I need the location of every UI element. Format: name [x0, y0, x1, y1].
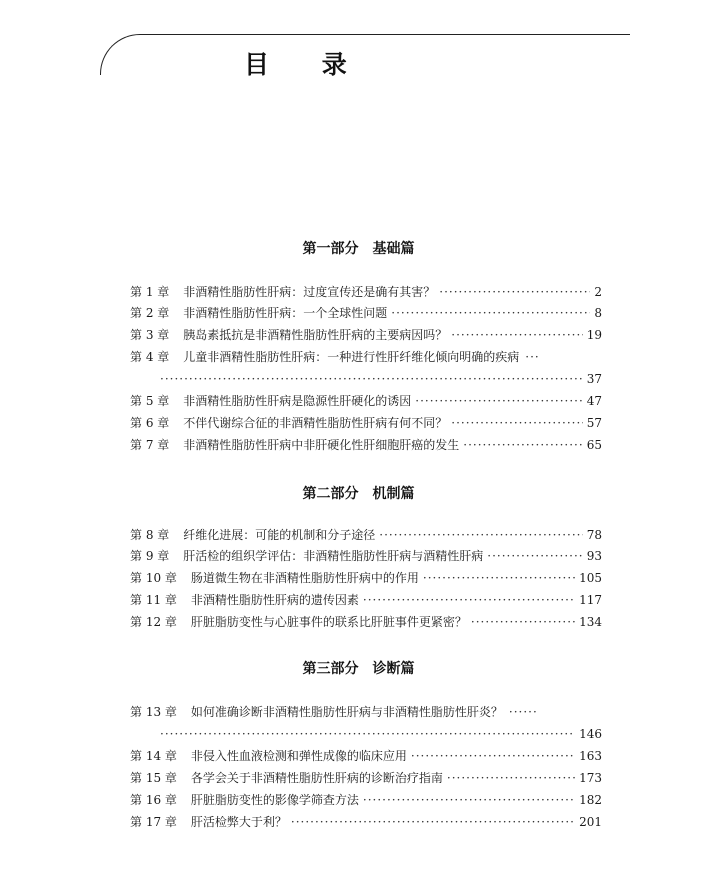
chapter-title: 如何准确诊断非酒精性脂肪性肝病与非酒精性脂肪性肝炎？: [190, 705, 503, 719]
chapter-title: 肝脏脂肪变性与心脏事件的联系比肝脏事件更紧密？: [190, 615, 467, 629]
chapter-number: 第 14 章: [130, 749, 177, 763]
toc-entry[interactable]: [130, 790, 602, 810]
chapter-number: 第 6 章: [130, 416, 170, 430]
dot-leader: [471, 612, 575, 632]
chapter-number: 第 2 章: [130, 306, 170, 320]
page-number: 78: [586, 528, 602, 542]
page-number: 134: [579, 615, 602, 629]
chapter-number: 第 4 章: [130, 350, 170, 364]
dot-leader: [160, 369, 583, 389]
dot-leader: [447, 768, 575, 788]
chapter-title: 纤维化进展：可能的机制和分子途径: [183, 528, 376, 542]
page-number: 182: [579, 793, 602, 807]
part-2-title: 第二部分 机制篇: [302, 486, 415, 502]
page-number: 163: [579, 749, 602, 763]
dot-leader: [487, 546, 582, 566]
chapter-title: 肝活检的组织学评估：非酒精性脂肪性肝病与酒精性肝病: [183, 549, 484, 563]
page-number: 201: [579, 815, 602, 829]
chapter-number: 第 7 章: [130, 438, 170, 452]
part-3-title: 第三部分 诊断篇: [302, 661, 415, 677]
dot-leader: [363, 790, 575, 810]
page-number: 2: [594, 285, 602, 299]
chapter-title: 非侵入性血液检测和弹性成像的临床应用: [190, 749, 407, 763]
dot-leader: ······: [508, 705, 538, 719]
header-arc-ornament: [100, 34, 161, 75]
chapter-title: 各学会关于非酒精性脂肪性肝病的诊断治疗指南: [190, 771, 443, 785]
toc-entry[interactable]: [130, 303, 602, 323]
chapter-title: 肝脏脂肪变性的影像学筛查方法: [190, 793, 359, 807]
chapter-title: 非酒精性脂肪性肝病的遗传因素: [190, 593, 359, 607]
chapter-number: 第 16 章: [130, 793, 177, 807]
chapter-title: 胰岛素抵抗是非酒精性脂肪性肝病的主要病因吗？: [183, 328, 448, 342]
chapter-number: 第 15 章: [130, 771, 177, 785]
page-number: 19: [586, 328, 602, 342]
dot-leader: [423, 568, 575, 588]
toc-entry[interactable]: [130, 590, 602, 610]
toc-entry[interactable]: [130, 568, 602, 588]
chapter-number: 第 17 章: [130, 815, 177, 829]
chapter-title: 儿童非酒精性脂肪性肝病：一种进行性肝纤维化倾向明确的疾病: [183, 350, 520, 364]
dot-leader: [291, 812, 575, 832]
page-number: 65: [586, 438, 602, 452]
dot-leader: [463, 435, 582, 455]
toc-entry[interactable]: [130, 413, 602, 433]
toc-entry[interactable]: [130, 746, 602, 766]
toc-entry[interactable]: [130, 282, 602, 302]
toc-entry-continuation[interactable]: [160, 369, 602, 389]
chapter-title: 非酒精性脂肪性肝病是隐源性肝硬化的诱因: [183, 394, 412, 408]
dot-leader: [160, 724, 575, 744]
part-1-title: 第一部分 基础篇: [302, 241, 415, 257]
dot-leader: [439, 282, 590, 302]
toc-entry[interactable]: [130, 612, 602, 632]
toc-entry[interactable]: [130, 435, 602, 455]
toc-entry[interactable]: [130, 525, 602, 545]
dot-leader: [363, 590, 575, 610]
header-rule: [140, 34, 630, 35]
dot-leader: ···: [525, 350, 540, 364]
chapter-number: 第 13 章: [130, 705, 177, 719]
page-number: 93: [586, 549, 602, 563]
toc-entry[interactable]: [130, 768, 602, 788]
toc-entry[interactable]: [130, 812, 602, 832]
dot-leader: [411, 746, 575, 766]
dot-leader: [451, 325, 582, 345]
page-title: 目 录: [244, 50, 369, 79]
page-number: 47: [586, 394, 602, 408]
page-number: 57: [586, 416, 602, 430]
chapter-title: 非酒精性脂肪性肝病：过度宣传还是确有其害？: [183, 285, 436, 299]
chapter-number: 第 3 章: [130, 328, 170, 342]
chapter-number: 第 5 章: [130, 394, 170, 408]
toc-entry-continuation[interactable]: [160, 724, 602, 744]
page-number: 146: [579, 727, 602, 741]
chapter-number: 第 12 章: [130, 615, 177, 629]
dot-leader: [415, 391, 582, 411]
chapter-number: 第 1 章: [130, 285, 170, 299]
page-number: 173: [579, 771, 602, 785]
chapter-number: 第 9 章: [130, 549, 170, 563]
toc-entry[interactable]: [130, 391, 602, 411]
dot-leader: [379, 525, 582, 545]
chapter-title: 非酒精性脂肪性肝病：一个全球性问题: [183, 306, 388, 320]
page-number: 37: [586, 372, 602, 386]
page-number: 117: [579, 593, 602, 607]
toc-entry[interactable]: [130, 347, 602, 367]
toc-entry[interactable]: [130, 325, 602, 345]
dot-leader: [451, 413, 582, 433]
page-number: 105: [579, 571, 602, 585]
chapter-title: 肠道微生物在非酒精性脂肪性肝病中的作用: [190, 571, 419, 585]
page-number: 8: [594, 306, 602, 320]
chapter-title: 非酒精性脂肪性肝病中非肝硬化性肝细胞肝癌的发生: [183, 438, 460, 452]
toc-entry[interactable]: [130, 546, 602, 566]
toc-entry[interactable]: [130, 702, 602, 722]
chapter-number: 第 10 章: [130, 571, 177, 585]
chapter-title: 肝活检弊大于利？: [190, 815, 287, 829]
dot-leader: [391, 303, 590, 323]
chapter-title: 不伴代谢综合征的非酒精性脂肪性肝病有何不同？: [183, 416, 448, 430]
chapter-number: 第 11 章: [130, 593, 177, 607]
chapter-number: 第 8 章: [130, 528, 170, 542]
